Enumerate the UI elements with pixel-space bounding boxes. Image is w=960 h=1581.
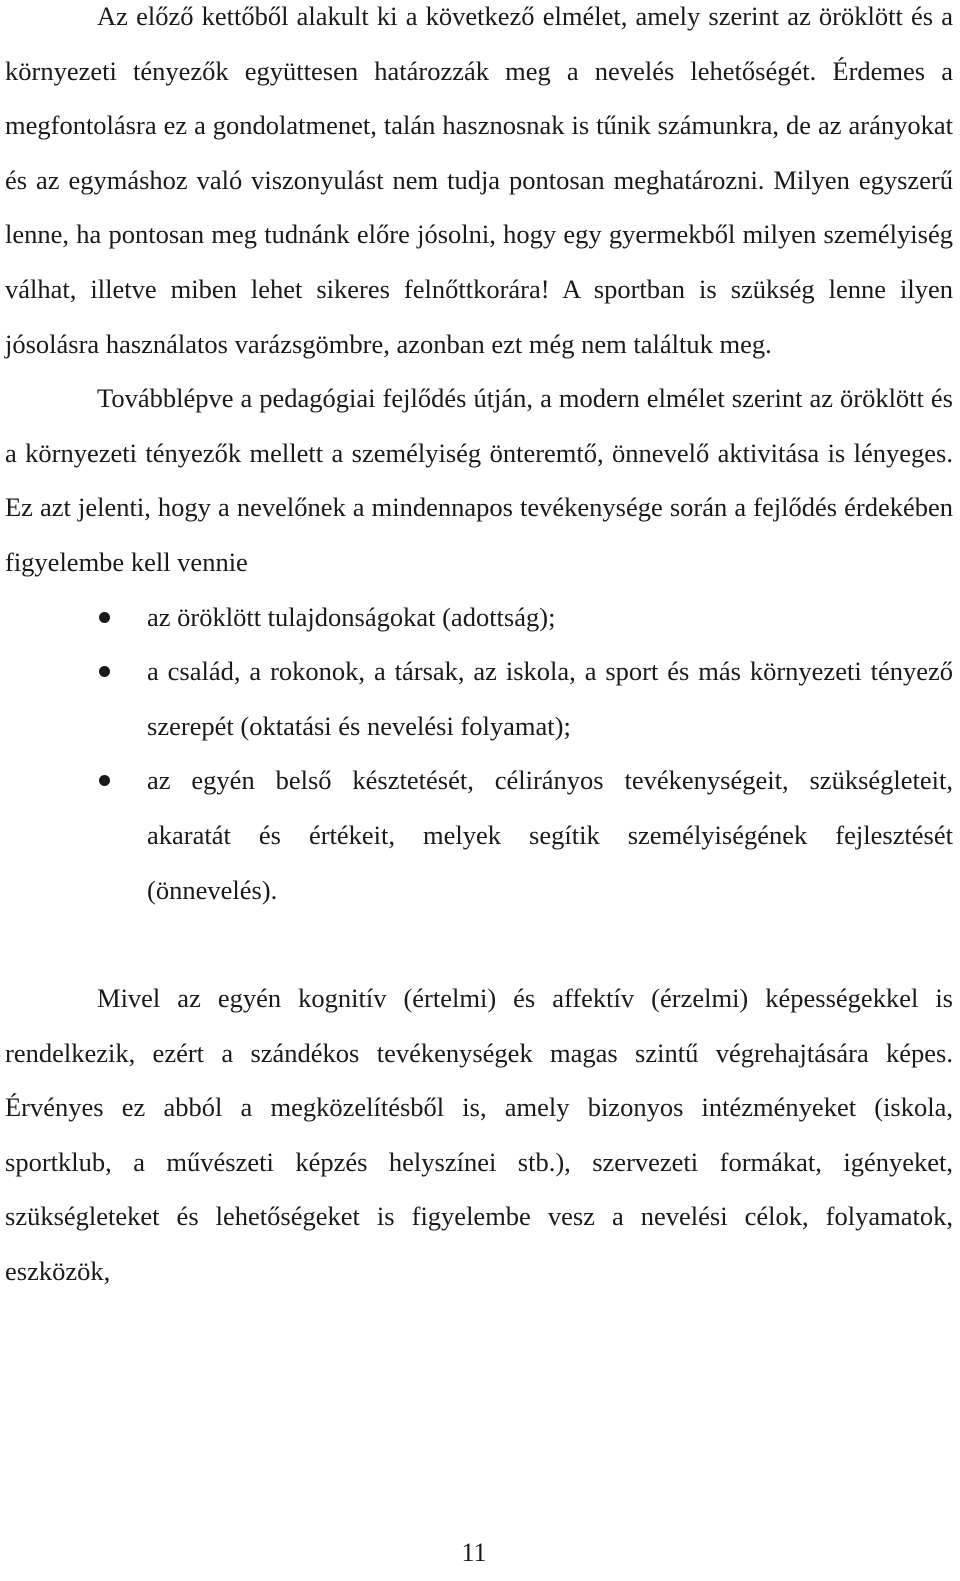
paragraph-modern-theory: Továbblépve a pedagógiai fejlődés útján, a modern elmélet szerint az öröklött és a környezeti tényezők mellett a személyiség önteremtő, önnevelő aktivitása is lényeges. Ez azt jelenti, hogy a nevelőnek a mindennapos tevékenysége során a fejlődés érdekében figyelembe kell vennie	[5, 383, 953, 577]
list-item-text: a család, a rokonok, a társak, az iskola, a sport és más környezeti tényező szerepét (oktatási és nevelési folyamat);	[147, 656, 953, 741]
list-item-text: az öröklött tulajdonságokat (adottság);	[147, 601, 556, 632]
bullet-list	[5, 590, 953, 918]
bullet-icon	[99, 612, 110, 623]
list-item	[147, 753, 953, 917]
document-page	[5, 0, 953, 1299]
paragraph-heredity-environment: Az előző kettőből alakult ki a következő elmélet, amely szerint az öröklött és a környezeti tényezők együttesen határozzák meg a nevelés lehetőségét. Érdemes a megfontolásra ez a gondolatmenet, talán hasznosnak is tűnik számunkra, de az arányokat és az egymáshoz való viszonyulást nem tudja pontosan meghatározni. Milyen egyszerű lenne, ha pontosan meg tudnánk előre jósolni, hogy egy gyermekből milyen személyiség válhat, illetve miben lehet sikeres felnőttkorára! A sportban is szükség lenne ilyen jósolásra használatos varázsgömbre, azonban ezt még nem találtuk meg.	[5, 1, 953, 359]
list-item	[147, 590, 953, 645]
page-number: 11	[461, 1538, 487, 1567]
paragraph-cognitive-affective: Mivel az egyén kognitív (értelmi) és affektív (érzelmi) képességekkel is rendelkezik, ezért a szándékos tevékenységek magas szintű végrehajtására képes. Érvényes ez abból a megközelítésből is, amely bizonyos intézményeket (iskola, sportklub, a művészeti képzés helyszínei stb.), szervezeti formákat, igényeket, szükségleteket és lehetőségeket is figyelembe vesz a nevelési célok, folyamatok, eszközök,	[5, 983, 953, 1287]
bullet-icon	[99, 775, 110, 786]
bullet-icon	[99, 666, 110, 677]
list-item-text: az egyén belső késztetését, célirányos tevékenységeit, szükségleteit, akaratát és értékeit, melyek segítik személyiségének fejlesztését (önnevelés).	[147, 765, 953, 905]
list-item	[147, 644, 953, 753]
paragraph-spacer	[5, 917, 953, 971]
